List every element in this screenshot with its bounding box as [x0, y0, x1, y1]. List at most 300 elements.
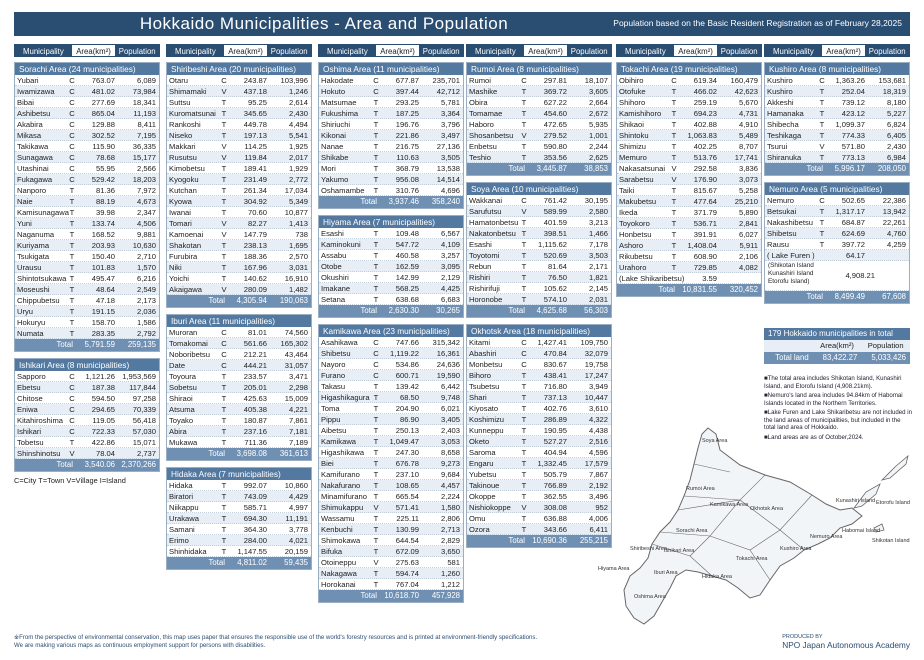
area-value: 536.71	[693, 219, 717, 228]
area-value: 189.41	[243, 164, 267, 173]
municipality-name: Sapporo	[17, 372, 46, 381]
type-code: T	[671, 120, 677, 129]
population-value: 6,089	[136, 76, 156, 85]
type-code: C	[373, 349, 379, 358]
municipality-name: Kutchan	[169, 186, 197, 195]
municipality-row	[319, 535, 463, 546]
total-label: Total	[56, 340, 73, 349]
municipality-name: Sobetsu	[169, 383, 197, 392]
municipality-name: Shosanbetsu	[469, 131, 514, 140]
area-value: 956.08	[395, 175, 419, 184]
type-code: T	[373, 470, 379, 479]
municipality-name: Asahikawa	[321, 338, 358, 347]
municipality-name: Saroma	[469, 448, 496, 457]
municipality-name: Setana	[321, 295, 346, 304]
map-label: Ishikari Area	[664, 548, 695, 554]
population-value: 5,489	[738, 131, 758, 140]
population-value: 9,881	[136, 230, 156, 239]
area-title: Hidaka Area (7 municipalities)	[167, 468, 311, 480]
population-value: 3,503	[588, 251, 608, 260]
area-value: 279.52	[543, 131, 567, 140]
area-value: 594.50	[91, 394, 115, 403]
area-value: 130.99	[395, 525, 419, 534]
municipality-name: Hokuryu	[17, 318, 46, 327]
municipality-row	[617, 97, 761, 108]
municipality-row	[467, 130, 611, 141]
population-value: 17,034	[284, 186, 308, 195]
area-block	[166, 314, 312, 461]
note-line: ■Land areas are as of October,2024.	[764, 433, 864, 441]
area-value: 1,408.04	[687, 241, 717, 250]
population-value: 1,695	[288, 241, 308, 250]
area-value: 47.18	[95, 296, 115, 305]
total-population: 67,608	[882, 292, 906, 301]
municipality-row	[167, 97, 311, 108]
population-value: 5,227	[886, 109, 906, 118]
type-code: T	[521, 109, 527, 118]
population-value: 3,836	[738, 164, 758, 173]
area-value: 310.76	[395, 186, 419, 195]
municipality-name: Akaigawa	[169, 285, 202, 294]
area-value: 422.86	[91, 438, 115, 447]
municipality-name: Wakkanai	[469, 196, 503, 205]
area-value: 608.90	[693, 252, 717, 261]
type-code: T	[373, 229, 379, 238]
population-value: 7,861	[288, 416, 308, 425]
population-value: 5,258	[738, 186, 758, 195]
area-value: 247.30	[395, 448, 419, 457]
municipality-name: Kikonai	[321, 131, 346, 140]
header-cell: Municipality	[467, 45, 524, 56]
area-value: 672.09	[395, 547, 419, 556]
municipality-name: Obihiro	[619, 76, 644, 85]
municipality-row	[167, 524, 311, 535]
municipality-row	[319, 348, 463, 359]
municipality-name: Assabu	[321, 251, 347, 260]
population-value: 15,071	[132, 438, 156, 447]
population-value: 15,177	[132, 153, 156, 162]
municipality-row	[765, 130, 909, 141]
population-value: 15,009	[284, 394, 308, 403]
municipality-row	[319, 174, 463, 185]
municipality-name: Abashiri	[469, 349, 497, 358]
municipality-name: Kiyosato	[469, 404, 499, 413]
type-code: V	[221, 142, 227, 151]
type-code: T	[373, 262, 379, 271]
type-code: T	[521, 153, 527, 162]
municipality-row	[467, 337, 611, 348]
area-block	[14, 358, 160, 472]
area-value: 992.07	[243, 481, 267, 490]
municipality-row	[319, 513, 463, 524]
municipality-name: Ashibetsu	[17, 109, 51, 118]
area-value: 520.69	[543, 251, 567, 260]
municipality-name: Niki	[169, 263, 182, 272]
type-code: T	[221, 131, 227, 140]
municipality-name: Toma	[321, 404, 340, 413]
area-value: 527.27	[543, 437, 567, 446]
population-value: 109,750	[580, 338, 608, 347]
type-code: T	[521, 481, 527, 490]
population-value: 1,821	[588, 273, 608, 282]
summary-label: Total land area	[775, 353, 809, 374]
population-value: 1,570	[136, 263, 156, 272]
population-value: 8,707	[738, 142, 758, 151]
area-value: 1,049.47	[389, 437, 419, 446]
municipality-name: Taiki	[619, 186, 635, 195]
municipality-name: Shiranuka	[767, 153, 802, 162]
municipality-name: Mukawa	[169, 438, 198, 447]
area-value: 694.30	[243, 514, 267, 523]
municipality-name: Sarabetsu	[619, 175, 654, 184]
population-value: 2,737	[136, 449, 156, 458]
population-value: 1,246	[288, 87, 308, 96]
population-value: 3,405	[440, 415, 460, 424]
area-value: 619.34	[693, 76, 717, 85]
municipality-name: Obira	[469, 98, 488, 107]
type-code: T	[221, 175, 227, 184]
population-value: 36,335	[132, 142, 156, 151]
area-value: 737.13	[543, 393, 567, 402]
municipality-row	[167, 163, 311, 174]
area-value: 216.75	[395, 142, 419, 151]
area-value: 81.64	[547, 262, 567, 271]
municipality-name: Tomakomai	[169, 339, 208, 348]
area-value: 466.02	[693, 87, 717, 96]
municipality-name: Naganuma	[17, 230, 55, 239]
population-value: 32,079	[584, 349, 608, 358]
municipality-name: Noboribetsu	[169, 350, 210, 359]
footer-line: ※From the perspective of environmental conservation, this map uses paper that ensures the responsible use of the world's forestry resources and is printed at environment-friendly specifications.	[14, 634, 538, 641]
area-value: 1,317.17	[835, 207, 865, 216]
type-code: T	[521, 459, 527, 468]
type-code: T	[521, 262, 527, 271]
municipality-row	[167, 119, 311, 130]
municipality-row	[167, 480, 311, 491]
type-code: T	[671, 230, 677, 239]
column	[616, 44, 762, 303]
municipality-name: Shimizu	[619, 142, 647, 151]
population-value: 4,760	[886, 229, 906, 238]
summary-pop-header: Population	[867, 341, 904, 350]
footer-note	[14, 634, 537, 649]
area-value: 168.52	[91, 230, 115, 239]
area-value: 694.23	[693, 109, 717, 118]
area-value: 773.13	[841, 153, 865, 162]
population-value: 2,036	[136, 307, 156, 316]
population-value: 4,082	[738, 263, 758, 272]
municipality-row	[167, 86, 311, 97]
population-value: 6,405	[886, 131, 906, 140]
type-code: T	[221, 383, 227, 392]
population-value: 2,347	[136, 208, 156, 217]
municipality-name: Okushiri	[321, 273, 349, 282]
population-value: 70,339	[132, 405, 156, 414]
area-value: 665.54	[395, 492, 419, 501]
municipality-name: Shintotsukawa	[17, 274, 67, 283]
type-code: T	[521, 284, 527, 293]
population-value: 4,457	[440, 481, 460, 490]
map-label: Kamikawa Area	[710, 502, 749, 508]
header-cell: Population	[567, 45, 611, 56]
type-code: C	[69, 372, 75, 381]
population-value: 2,570	[288, 252, 308, 261]
total-label: Total	[508, 306, 525, 315]
population-value: 2,171	[588, 262, 608, 271]
population-value: 10,630	[132, 241, 156, 250]
municipality-name: Makkari	[169, 142, 196, 151]
type-code: T	[521, 514, 527, 523]
municipality-name: Wassamu	[321, 514, 355, 523]
population-value: 3,497	[440, 131, 460, 140]
area-total-row	[15, 339, 159, 351]
header-cell: Area(km²)	[524, 45, 568, 56]
header-cell: Population	[267, 45, 311, 56]
municipality-row	[617, 218, 761, 229]
area-value: 78.04	[95, 449, 115, 458]
population-value: 3,213	[588, 218, 608, 227]
municipality-row	[319, 403, 463, 414]
population-value: 4,259	[886, 240, 906, 249]
municipality-row	[15, 141, 159, 152]
type-code: T	[221, 427, 227, 436]
municipality-name: Kuriyama	[17, 241, 50, 250]
area-value: 1,115.62	[538, 240, 567, 249]
area-block	[166, 62, 312, 308]
population-value: 10,860	[284, 481, 308, 490]
population-value: 14,514	[436, 175, 460, 184]
area-value: 1,121.26	[85, 372, 115, 381]
header-cell: Area(km²)	[822, 45, 866, 56]
type-code: T	[221, 98, 227, 107]
municipality-row	[765, 108, 909, 119]
header-cell: Population	[419, 45, 463, 56]
municipality-row	[319, 491, 463, 502]
type-code: T	[69, 263, 75, 272]
type-code: T	[69, 197, 75, 206]
population-value: 7,178	[588, 240, 608, 249]
column	[318, 44, 464, 609]
municipality-row	[617, 141, 761, 152]
area-value: 454.60	[543, 109, 567, 118]
area-value: 233.57	[243, 372, 267, 381]
municipality-row	[167, 513, 311, 524]
total-area: 10,690.36	[532, 536, 567, 545]
organization-name: NPO Japan Autonomous Academy	[782, 640, 910, 650]
municipality-row	[617, 273, 761, 284]
municipality-name: Urakawa	[169, 514, 199, 523]
population-value: 3,053	[440, 437, 460, 446]
municipality-row	[617, 86, 761, 97]
municipality-name: Kamoenai	[169, 230, 204, 239]
population-value: 952	[595, 503, 608, 512]
municipality-row	[319, 502, 463, 513]
municipality-row	[15, 240, 159, 251]
population-value: 1,260	[440, 569, 460, 578]
type-code: C	[373, 371, 379, 380]
area-value: 108.65	[395, 481, 419, 490]
area-value: 1,363.26	[835, 76, 865, 85]
total-area: 10,831.55	[682, 285, 717, 294]
type-code: T	[221, 492, 227, 501]
type-code: T	[373, 404, 379, 413]
area-value: 277.69	[91, 98, 115, 107]
municipality-row	[167, 349, 311, 360]
type-code: T	[373, 525, 379, 534]
municipality-row	[15, 218, 159, 229]
population-value: 738	[295, 230, 308, 239]
municipality-name: Okoppe	[469, 492, 496, 501]
area-value: 739.12	[841, 98, 865, 107]
area-value: 82.27	[247, 219, 267, 228]
population-value: 5,541	[288, 131, 308, 140]
municipality-name: Hidaka	[169, 481, 193, 490]
population-value: 3,778	[288, 525, 308, 534]
area-value: 505.79	[543, 470, 567, 479]
total-area: 5,996.17	[834, 164, 865, 173]
area-value: 297.81	[543, 76, 567, 85]
population-value: 3,796	[440, 120, 460, 129]
total-population: 320,452	[729, 285, 758, 294]
type-code: C	[819, 196, 825, 205]
municipality-name: Haboro	[469, 120, 494, 129]
population-value: 11,191	[285, 514, 308, 523]
municipality-name: Toyako	[169, 416, 194, 425]
population-value: 2,298	[288, 383, 308, 392]
type-code: T	[69, 241, 75, 250]
area-total-row	[319, 305, 463, 317]
municipality-name: Shintoku	[619, 131, 649, 140]
area-value: 139.42	[395, 382, 419, 391]
population-value: 56,418	[132, 416, 156, 425]
municipality-name: Ashoro	[619, 241, 644, 250]
municipality-row	[15, 295, 159, 306]
area-block	[14, 62, 160, 352]
area-title: Tokachi Area (19 municipalities)	[617, 63, 761, 75]
municipality-row	[15, 328, 159, 339]
municipality-name: Chippubetsu	[17, 296, 60, 305]
population-value: 235,701	[432, 76, 460, 85]
area-value: 3.59	[702, 274, 717, 283]
population-value: 19,590	[436, 371, 460, 380]
area-value: 364.30	[243, 525, 267, 534]
municipality-name: Erimo	[169, 536, 189, 545]
area-total-row	[467, 163, 611, 175]
municipality-row	[15, 152, 159, 163]
municipality-row	[319, 337, 463, 348]
area-value: 101.83	[91, 263, 115, 272]
type-code: C	[221, 350, 227, 359]
population-value	[717, 273, 761, 283]
total-area: 8,499.49	[834, 292, 865, 301]
population-value: 3,073	[738, 175, 758, 184]
type-code: C	[373, 76, 379, 85]
municipality-name: Horokanai	[321, 580, 356, 589]
header-cell: Municipality	[765, 45, 822, 56]
municipality-row	[467, 97, 611, 108]
type-code: T	[373, 240, 379, 249]
type-code: T	[221, 252, 227, 261]
municipality-row	[765, 195, 909, 206]
municipality-name: Tsukigata	[17, 252, 50, 261]
population-value: 74,560	[284, 328, 308, 337]
type-code: T	[373, 481, 379, 490]
area-block	[166, 467, 312, 570]
municipality-name: ( Lake Furen )	[767, 251, 815, 260]
column-header	[466, 44, 612, 57]
producer	[782, 634, 910, 650]
municipality-name: Yuni	[17, 219, 32, 228]
total-label: Total	[208, 296, 225, 305]
municipality-row	[167, 196, 311, 207]
area-value: 495.47	[91, 274, 115, 283]
municipality-name: Shibecha	[767, 120, 799, 129]
type-code: T	[671, 153, 677, 162]
population-value: 5,781	[440, 98, 460, 107]
municipality-row	[319, 579, 463, 590]
area-value: 259.19	[693, 98, 717, 107]
population-value: 8,411	[137, 120, 156, 129]
type-code: T	[69, 230, 75, 239]
municipality-name: Furubira	[169, 252, 198, 261]
total-area: 10,618.70	[384, 591, 419, 600]
type-code: T	[671, 98, 677, 107]
population-value: 5,911	[739, 241, 758, 250]
column-header	[14, 44, 160, 57]
municipality-row	[617, 240, 761, 251]
area-value: 162.59	[395, 262, 419, 271]
map-label: Kunashiri Island	[836, 498, 876, 504]
area-value: 76.50	[547, 273, 567, 282]
total-population: 59,435	[284, 558, 308, 567]
area-value: 460.58	[395, 251, 419, 260]
municipality-name: Tsubetsu	[469, 382, 500, 391]
municipality-name: Iwamizawa	[17, 87, 55, 96]
page-title: Hokkaido Municipalities - Area and Population	[139, 14, 509, 33]
population-value: 4,425	[440, 284, 460, 293]
type-code: T	[819, 109, 825, 118]
type-code: T	[521, 251, 527, 260]
municipality-row	[765, 206, 909, 217]
type-code: V	[671, 164, 677, 173]
municipality-name: Omu	[469, 514, 486, 523]
map-label: Okhotsk Area	[750, 506, 784, 512]
header-cell: Area(km²)	[674, 45, 718, 56]
map-label: Soya Area	[702, 438, 728, 444]
area-title: Kamikawa Area (23 municipalities)	[319, 325, 463, 337]
note-line: ■Lake Furen and Lake Shikaribetsu are not included in the land areas of municipalities, but included in the total land area of Hokkaido.	[764, 409, 912, 431]
municipality-name: Tsurui	[767, 142, 788, 151]
municipality-row	[467, 217, 611, 228]
population-value: 4,673	[136, 197, 156, 206]
municipality-name: Memuro	[619, 153, 647, 162]
area-total-row	[167, 557, 311, 569]
municipality-row	[467, 272, 611, 283]
population-value: 5,670	[738, 98, 758, 107]
type-code: C	[221, 328, 227, 337]
municipality-row	[167, 415, 311, 426]
area-value: 766.89	[543, 481, 567, 490]
municipality-row	[15, 97, 159, 108]
type-code: T	[221, 208, 227, 217]
area-total-row	[319, 196, 463, 208]
municipality-name: Otoineppu	[321, 558, 357, 567]
municipality-name: Higashikagura	[321, 393, 370, 402]
municipality-row	[765, 152, 909, 163]
municipality-name: Rikubetsu	[619, 252, 653, 261]
area-title: Nemuro Area (5 municipalities)	[765, 183, 909, 195]
area-block	[466, 182, 612, 318]
